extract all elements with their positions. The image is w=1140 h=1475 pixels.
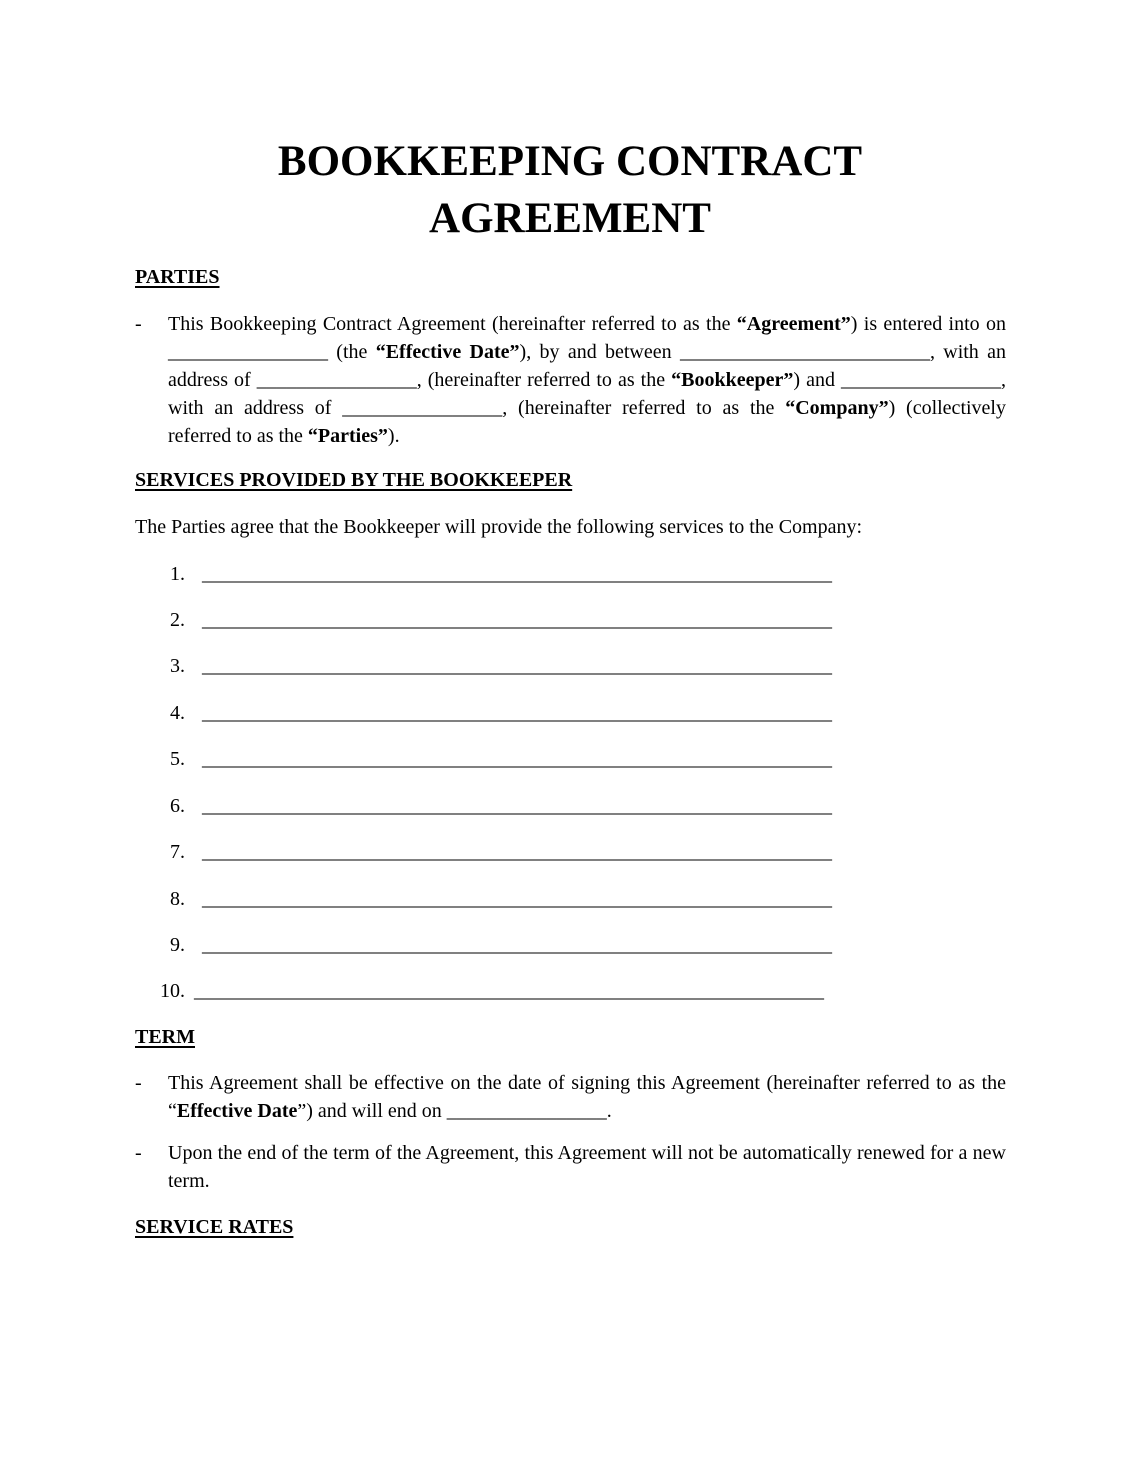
parties-text-2: ) is entered into on ________________ (the: [168, 313, 1006, 363]
item-number: 1.: [170, 563, 185, 585]
item-number: 6.: [170, 795, 185, 817]
parties-text-5: ) (collectively referred to as the: [168, 397, 1006, 447]
parties-heading: PARTIES: [135, 266, 220, 288]
item-number: 8.: [170, 888, 185, 910]
parties-term: “Parties”: [307, 425, 388, 447]
item-number: 4.: [170, 702, 185, 724]
parties-text-4: ) and ________________, with an address of ________________, (hereinafter referred to as the: [168, 369, 1006, 419]
document-title: [0, 133, 1140, 247]
service-blank-line: _______________________________________________________________: [202, 795, 832, 817]
list-item: [135, 838, 895, 866]
list-item: [135, 699, 895, 727]
service-blank-line: _______________________________________________________________: [202, 748, 832, 770]
item-number: 3.: [170, 655, 185, 677]
term-heading: TERM: [135, 1026, 195, 1048]
service-blank-line: _______________________________________________________________: [194, 980, 824, 1002]
service-blank-line: _______________________________________________________________: [202, 702, 832, 724]
service-blank-line: _______________________________________________________________: [202, 655, 832, 677]
service-blank-line: _______________________________________________________________: [202, 563, 832, 585]
term-bullet-2: [135, 1139, 1006, 1195]
item-number: 2.: [170, 609, 185, 631]
title-line-1: BOOKKEEPING CONTRACT: [277, 138, 863, 185]
effective-date-term: Effective Date: [176, 1100, 298, 1122]
list-item: [135, 560, 895, 588]
services-intro: The Parties agree that the Bookkeeper will provide the following services to the Company:: [135, 516, 863, 538]
list-item: [135, 977, 895, 1005]
service-blank-line: _______________________________________________________________: [202, 609, 832, 631]
term-text-1b: ”) and will end on ________________.: [297, 1100, 612, 1122]
service-blank-line: _______________________________________________________________: [202, 888, 832, 910]
agreement-term: “Agreement”: [736, 313, 851, 335]
list-item: [135, 606, 895, 634]
parties-text: [168, 310, 1006, 450]
term-text-2: Upon the end of the term of the Agreement, this Agreement will not be automatically renewed for a new term.: [168, 1142, 1006, 1192]
parties-text-6: ).: [387, 425, 400, 447]
bookkeeper-term: “Bookkeeper”: [671, 369, 794, 391]
term-text-1: [168, 1069, 1006, 1125]
parties-text-3: ), by and between _________________________, with an address of ________________, (hereinafter referred to as the: [168, 341, 1006, 391]
term-text-1a: This Agreement shall be effective on the date of signing this Agreement (hereinafter referred to as the “: [168, 1072, 1006, 1122]
bullet-dash: -: [135, 1072, 142, 1094]
effective-date-term: “Effective Date”: [375, 341, 520, 363]
list-item: [135, 652, 895, 680]
service-blank-line: _______________________________________________________________: [202, 841, 832, 863]
parties-text-1: This Bookkeeping Contract Agreement (hereinafter referred to as the: [168, 313, 737, 335]
parties-paragraph: [135, 310, 1006, 450]
list-item: [135, 792, 895, 820]
item-number: 7.: [170, 841, 185, 863]
bullet-dash: -: [135, 313, 142, 335]
list-item: [135, 931, 895, 959]
list-item: [135, 745, 895, 773]
service-blank-line: _______________________________________________________________: [202, 934, 832, 956]
service-rates-heading: SERVICE RATES: [135, 1216, 294, 1238]
item-number: 9.: [170, 934, 185, 956]
item-number: 10.: [160, 980, 185, 1002]
services-heading: SERVICES PROVIDED BY THE BOOKKEEPER: [135, 469, 573, 491]
term-bullet-1: [135, 1069, 1006, 1125]
bullet-dash: -: [135, 1142, 142, 1164]
company-term: “Company”: [785, 397, 889, 419]
list-item: [135, 885, 895, 913]
item-number: 5.: [170, 748, 185, 770]
title-line-2: AGREEMENT: [429, 195, 711, 242]
